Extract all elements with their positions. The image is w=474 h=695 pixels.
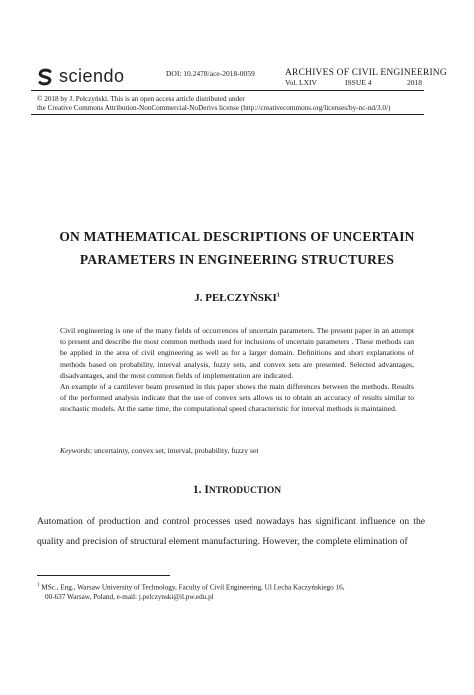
footnote-text-1: MSc., Eng., Warsaw University of Technology, Faculty of Civil Engineering, Ul Lecha Kaczyńskiego 16,	[39, 583, 345, 592]
journal-name: ARCHIVES OF CIVIL ENGINEERING	[285, 68, 447, 78]
volume-issue-line	[285, 78, 422, 87]
body-text	[37, 512, 425, 552]
doi-label: DOI: 10.2478/ace-2018-0059	[166, 69, 255, 78]
paper-title	[37, 225, 437, 271]
author-name: J. PEŁCZYŃSKI	[194, 292, 277, 304]
publisher-logo	[37, 66, 125, 87]
section-first-letter: I	[204, 484, 209, 496]
volume: Vol. LXIV	[285, 78, 317, 87]
sciendo-logo-icon	[37, 68, 53, 86]
license-line-1: © 2018 by J. Pełczyński. This is an open access article distributed under	[37, 95, 245, 103]
abstract-paragraph-1: Civil engineering is one of the many fields of occurrences of uncertain parameters. The present paper in an attempt to present and describe the most common methods used for inclusions of uncertain parameters . These methods can be applied in the area of civil engineering as well as for a larger domain. Definitions and short explanations of methods based on probability, interval analysis, fuzzy sets, and convex sets are presented. Selected advantages, disadvantages, and the most common fields of implementation are indicated.	[60, 326, 414, 380]
footnote	[37, 581, 427, 602]
year: 2018	[407, 78, 422, 87]
body-paragraph-1: Automation of production and control processes used nowadays has significant influence on the quality and precision of structural element manufacturing. However, the complete elimination of	[37, 516, 425, 547]
logo-text: sciendo	[59, 66, 125, 86]
license-rule	[31, 114, 424, 115]
keywords-values: : uncertainty, convex set, interval, probability, fuzzy set	[90, 446, 259, 455]
keywords-label: Keywords	[60, 446, 91, 455]
keywords	[60, 446, 414, 455]
footnote-line-2: 00-637 Warsaw, Poland, e-mail: j.pelczynski@il.pw.edu.pl	[45, 593, 214, 602]
footnote-rule	[37, 575, 170, 576]
section-heading	[37, 484, 437, 496]
section-number: 1.	[192, 484, 202, 496]
header-rule	[31, 90, 424, 91]
section-title-rest: NTRODUCTION	[208, 486, 282, 496]
author-footnote-mark: 1	[276, 292, 280, 299]
abstract-paragraph-2: An example of a cantilever beam presented in this paper shows the main differences between the methods. Results of the performed analysis indicate that the use of convex sets allows us to obtain an accuracy of results similar to stochastic models. At the same time, the computational speed characteristic for interval methods is maintained.	[60, 382, 414, 414]
license-line-2: the Creative Commons Attribution-NonCommercial-NoDerivs license (http://creativecommons.org/licenses/by-nc-nd/3.0/)	[37, 104, 391, 112]
author-line	[37, 292, 437, 304]
title-line-2: PARAMETERS IN ENGINEERING STRUCTURES	[79, 252, 395, 267]
license-notice	[37, 95, 437, 113]
title-line-1: ON MATHEMATICAL DESCRIPTIONS OF UNCERTAIN	[59, 229, 415, 244]
abstract	[60, 325, 414, 415]
issue: ISSUE 4	[345, 78, 372, 87]
footnote-mark: 1	[37, 583, 40, 588]
footnote-line-1	[37, 581, 427, 592]
